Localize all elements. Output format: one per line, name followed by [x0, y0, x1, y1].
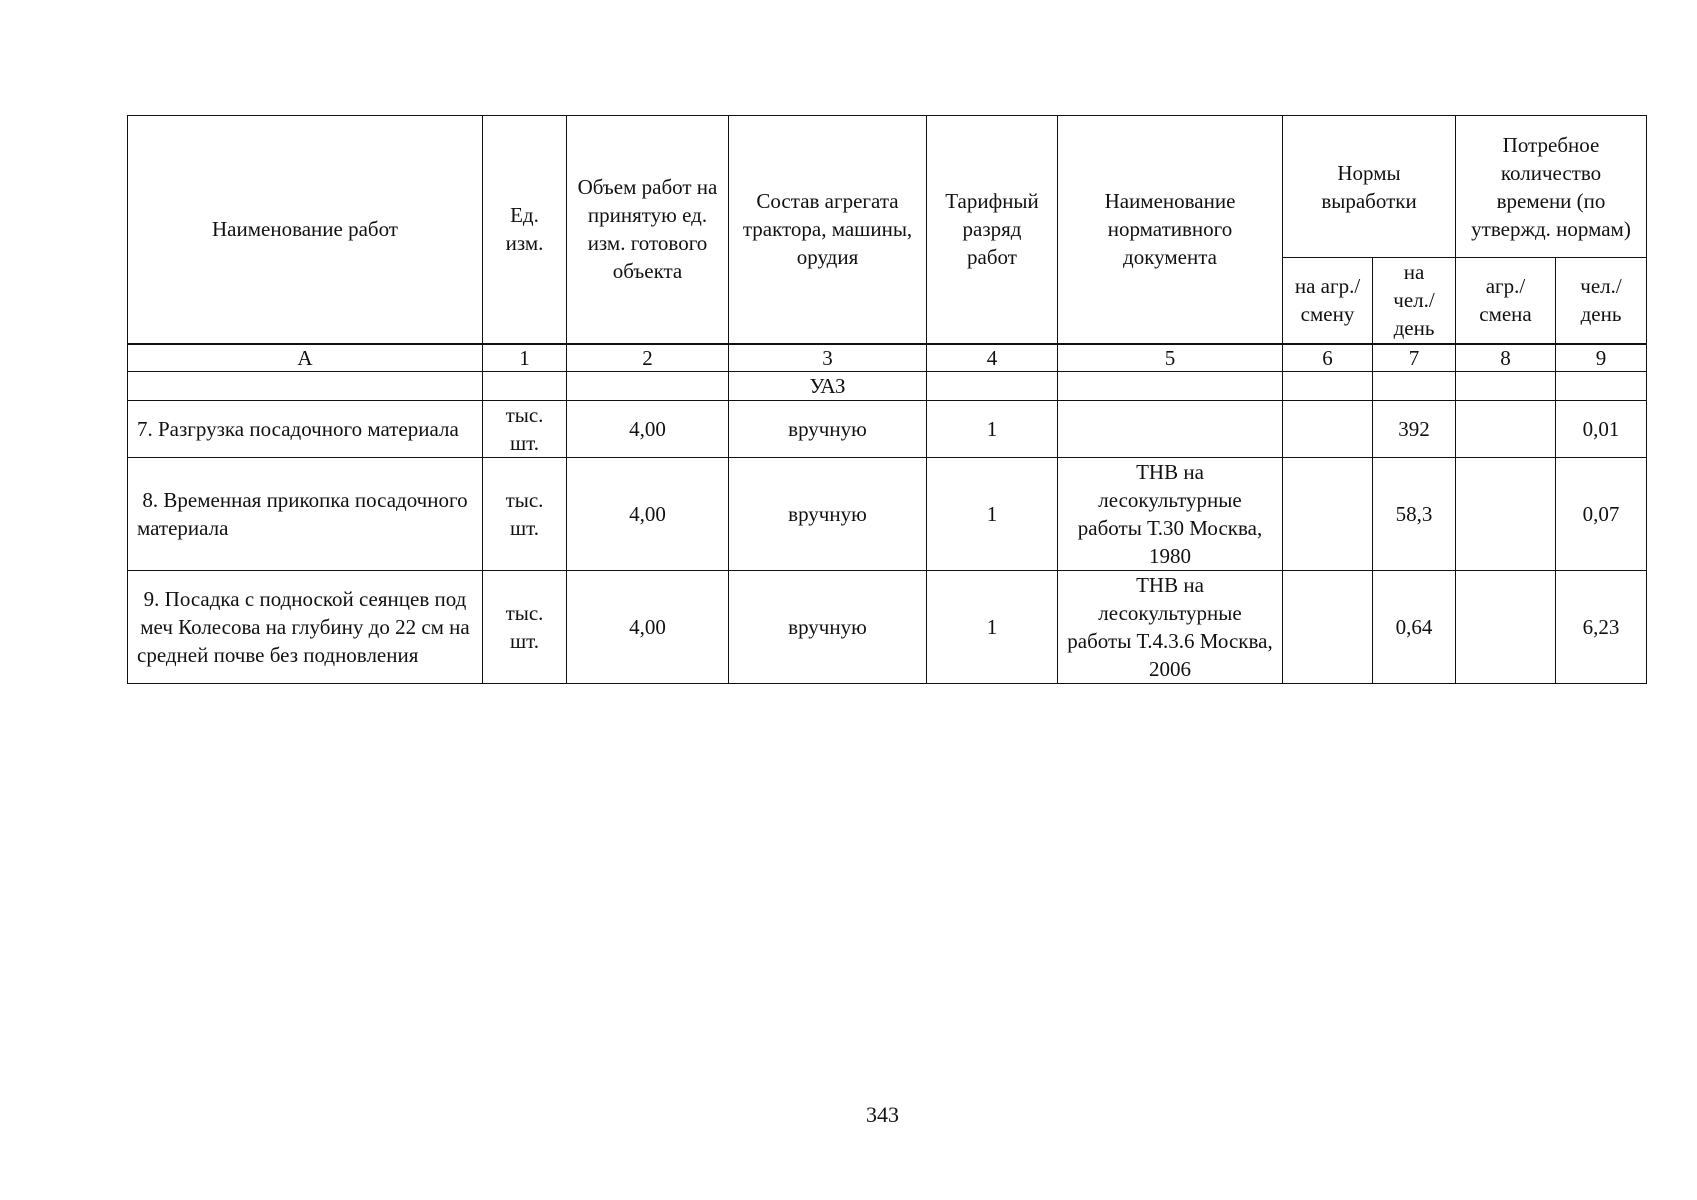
column-number: 8	[1456, 344, 1556, 372]
time-man-cell: 0,07	[1556, 458, 1647, 571]
header-required-time: Потребное количество времени (по утвержд. нормам)	[1456, 116, 1647, 258]
time-agr-cell	[1456, 458, 1556, 571]
header-unit: Ед. изм.	[483, 116, 567, 344]
table-row	[128, 401, 1647, 458]
time-man-cell: 6,23	[1556, 571, 1647, 684]
header-normative-document: Наименование нормативного документа	[1058, 116, 1283, 344]
empty-cell	[128, 372, 483, 401]
header-time-agr-shift: агр./ смена	[1456, 258, 1556, 344]
column-number: 5	[1058, 344, 1283, 372]
composition-cell: вручную	[729, 401, 927, 458]
empty-cell	[567, 372, 729, 401]
norm-agr-cell	[1283, 401, 1373, 458]
empty-cell	[1283, 372, 1373, 401]
composition-cell: вручную	[729, 458, 927, 571]
header-volume: Объем работ на принятую ед. изм. готового объекта	[567, 116, 729, 344]
column-number: 4	[927, 344, 1058, 372]
column-number-row	[128, 344, 1647, 372]
empty-cell	[927, 372, 1058, 401]
column-number: 7	[1373, 344, 1456, 372]
empty-cell	[1456, 372, 1556, 401]
time-man-cell: 0,01	[1556, 401, 1647, 458]
work-norms-table	[127, 115, 1647, 684]
norm-agr-cell	[1283, 571, 1373, 684]
volume-cell: 4,00	[567, 401, 729, 458]
unit-cell: тыс. шт.	[483, 458, 567, 571]
empty-cell	[1058, 372, 1283, 401]
empty-cell	[1556, 372, 1647, 401]
document-cell: ТНВ на лесокультурные работы Т.30 Москва, 1980	[1058, 458, 1283, 571]
time-agr-cell	[1456, 401, 1556, 458]
header-composition: Состав агрегата трактора, машины, орудия	[729, 116, 927, 344]
grade-cell: 1	[927, 571, 1058, 684]
norm-man-cell: 392	[1373, 401, 1456, 458]
column-number: 1	[483, 344, 567, 372]
group-label: УАЗ	[729, 372, 927, 401]
column-number: 6	[1283, 344, 1373, 372]
header-tariff-grade: Тарифный разряд работ	[927, 116, 1058, 344]
page-number: 343	[866, 1102, 899, 1127]
column-number: 2	[567, 344, 729, 372]
header-output-norms: Нормы выработки	[1283, 116, 1456, 258]
header-time-man-day: чел./ день	[1556, 258, 1647, 344]
work-name-cell: 9. Посадка с подноской сеянцев под меч Колесова на глубину до 22 см на средней почве без подновления	[128, 571, 483, 684]
norm-man-cell: 0,64	[1373, 571, 1456, 684]
volume-cell: 4,00	[567, 571, 729, 684]
norm-agr-cell	[1283, 458, 1373, 571]
norm-man-cell: 58,3	[1373, 458, 1456, 571]
time-agr-cell	[1456, 571, 1556, 684]
column-number: А	[128, 344, 483, 372]
grade-cell: 1	[927, 401, 1058, 458]
header-work-name: Наименование работ	[128, 116, 483, 344]
table-row	[128, 571, 1647, 684]
empty-cell	[483, 372, 567, 401]
header-norm-man-day: на чел./ день	[1373, 258, 1456, 344]
grade-cell: 1	[927, 458, 1058, 571]
empty-cell	[1373, 372, 1456, 401]
work-name-cell: 7. Разгрузка посадочного материала	[128, 401, 483, 458]
header-norm-agr-shift: на агр./ смену	[1283, 258, 1373, 344]
work-name-cell: 8. Временная прикопка посадочного материала	[128, 458, 483, 571]
unit-cell: тыс. шт.	[483, 571, 567, 684]
document-cell	[1058, 401, 1283, 458]
column-number: 9	[1556, 344, 1647, 372]
column-number: 3	[729, 344, 927, 372]
group-row	[128, 372, 1647, 401]
volume-cell: 4,00	[567, 458, 729, 571]
unit-cell: тыс. шт.	[483, 401, 567, 458]
composition-cell: вручную	[729, 571, 927, 684]
document-cell: ТНВ на лесокультурные работы Т.4.3.6 Москва, 2006	[1058, 571, 1283, 684]
table-row	[128, 458, 1647, 571]
